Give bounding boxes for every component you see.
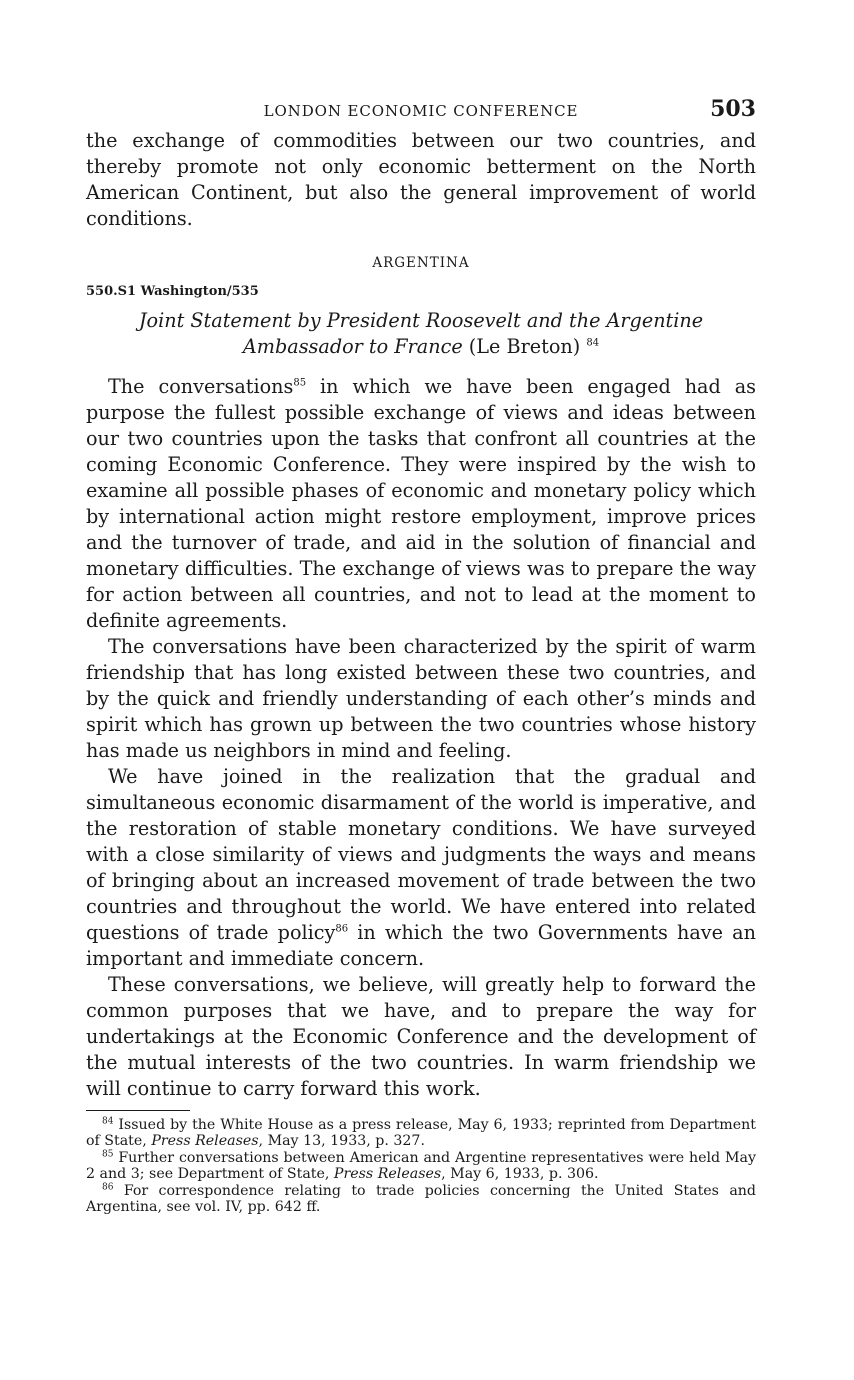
running-header bbox=[86, 94, 756, 128]
footnote-84-publication: Press Releases bbox=[151, 1133, 259, 1149]
footnote-ref-85[interactable]: 85 bbox=[293, 377, 307, 389]
intro-paragraph: the exchange of commodities between our two countries, and thereby promote not only economic betterment on the North American Continent, but also the general improvement of world conditions. bbox=[86, 129, 756, 230]
footnote-84-text-end: , May 13, 1933, p. 327. bbox=[258, 1133, 425, 1149]
ambassador-name: (Le Breton) bbox=[468, 335, 581, 358]
footnote-mark-86: 86 bbox=[102, 1182, 114, 1193]
footnote-85-publication: Press Releases bbox=[333, 1166, 442, 1182]
footnote-84-text-start: Issued by the White House as a press release, May 6, 1933; reprinted from Department of State, bbox=[86, 1117, 756, 1149]
body-paragraph-2: The conversations have been characterized by the spirit of warm friendship that has long existed between these two countries, and by the quick and friendly understanding of each other’s minds and spirit which has grown up between the two countries whose history has made us neighbors in mind and feeling. bbox=[86, 635, 756, 762]
footnote-85 bbox=[86, 1150, 756, 1182]
paragraph-1-start: The conversations bbox=[108, 375, 294, 398]
paragraph-3-rest: in which the two Governments have an important and immediate concern. bbox=[86, 921, 756, 970]
page-number: 503 bbox=[710, 96, 756, 122]
paragraph-3-start: We have joined in the realization that the gradual and simultaneous economic disarmament of the world is imperative, and the restoration of stable monetary conditions. We have surveyed with a close similarity of views and judgments the ways and means of bringing about an increased movement of trade between the two countries and throughout the world. We have entered into related questions of trade policy bbox=[86, 765, 756, 944]
footnote-mark-85: 85 bbox=[102, 1149, 114, 1160]
document-page bbox=[86, 94, 756, 1216]
footnote-84 bbox=[86, 1117, 756, 1149]
footnote-86 bbox=[86, 1183, 756, 1215]
paragraph-1-rest: in which we have been engaged had as purpose the fullest possible exchange of views and ideas between our two countries upon the tasks that confront all countries at the coming Economic Conference. They were inspired by the wish to examine all possible phases of economic and monetary policy which by international action might restore employment, improve prices and the turnover of trade, and aid in the solution of financial and monetary difficulties. The exchange of views was to prepare the way for action between all countries, and not to lead at the moment to definite agreements. bbox=[86, 375, 756, 632]
footnote-85-text-start: Further conversations between American and Argentine representatives were held May 2 and 3; see Department of State, bbox=[86, 1150, 756, 1182]
footnote-85-text-end: , May 6, 1933, p. 306. bbox=[441, 1166, 599, 1182]
body-paragraph-1 bbox=[86, 374, 756, 634]
footnote-divider bbox=[86, 1110, 190, 1111]
section-heading: ARGENTINA bbox=[372, 255, 470, 271]
footnote-ref-84[interactable]: 84 bbox=[586, 337, 600, 349]
body-paragraph-3 bbox=[86, 764, 756, 972]
body-paragraph-4: These conversations, we believe, will greatly help to forward the common purposes that we have, and to prepare the way for undertakings at the Economic Conference and the development of the mutual interests of the two countries. In warm friendship we will continue to carry forward this work. bbox=[86, 973, 756, 1100]
footnote-86-text: For correspondence relating to trade policies concerning the United States and Argentina, see vol. IV, pp. 642 ff. bbox=[86, 1183, 756, 1215]
footnote-ref-86[interactable]: 86 bbox=[335, 923, 349, 935]
document-title-text: Joint Statement by President Roosevelt and the Argentine Ambassador to France bbox=[138, 309, 704, 358]
document-title bbox=[86, 308, 756, 360]
file-reference: 550.S1 Washington/535 bbox=[86, 284, 259, 299]
footnote-mark-84: 84 bbox=[102, 1116, 114, 1127]
running-title: LONDON ECONOMIC CONFERENCE bbox=[263, 102, 579, 120]
